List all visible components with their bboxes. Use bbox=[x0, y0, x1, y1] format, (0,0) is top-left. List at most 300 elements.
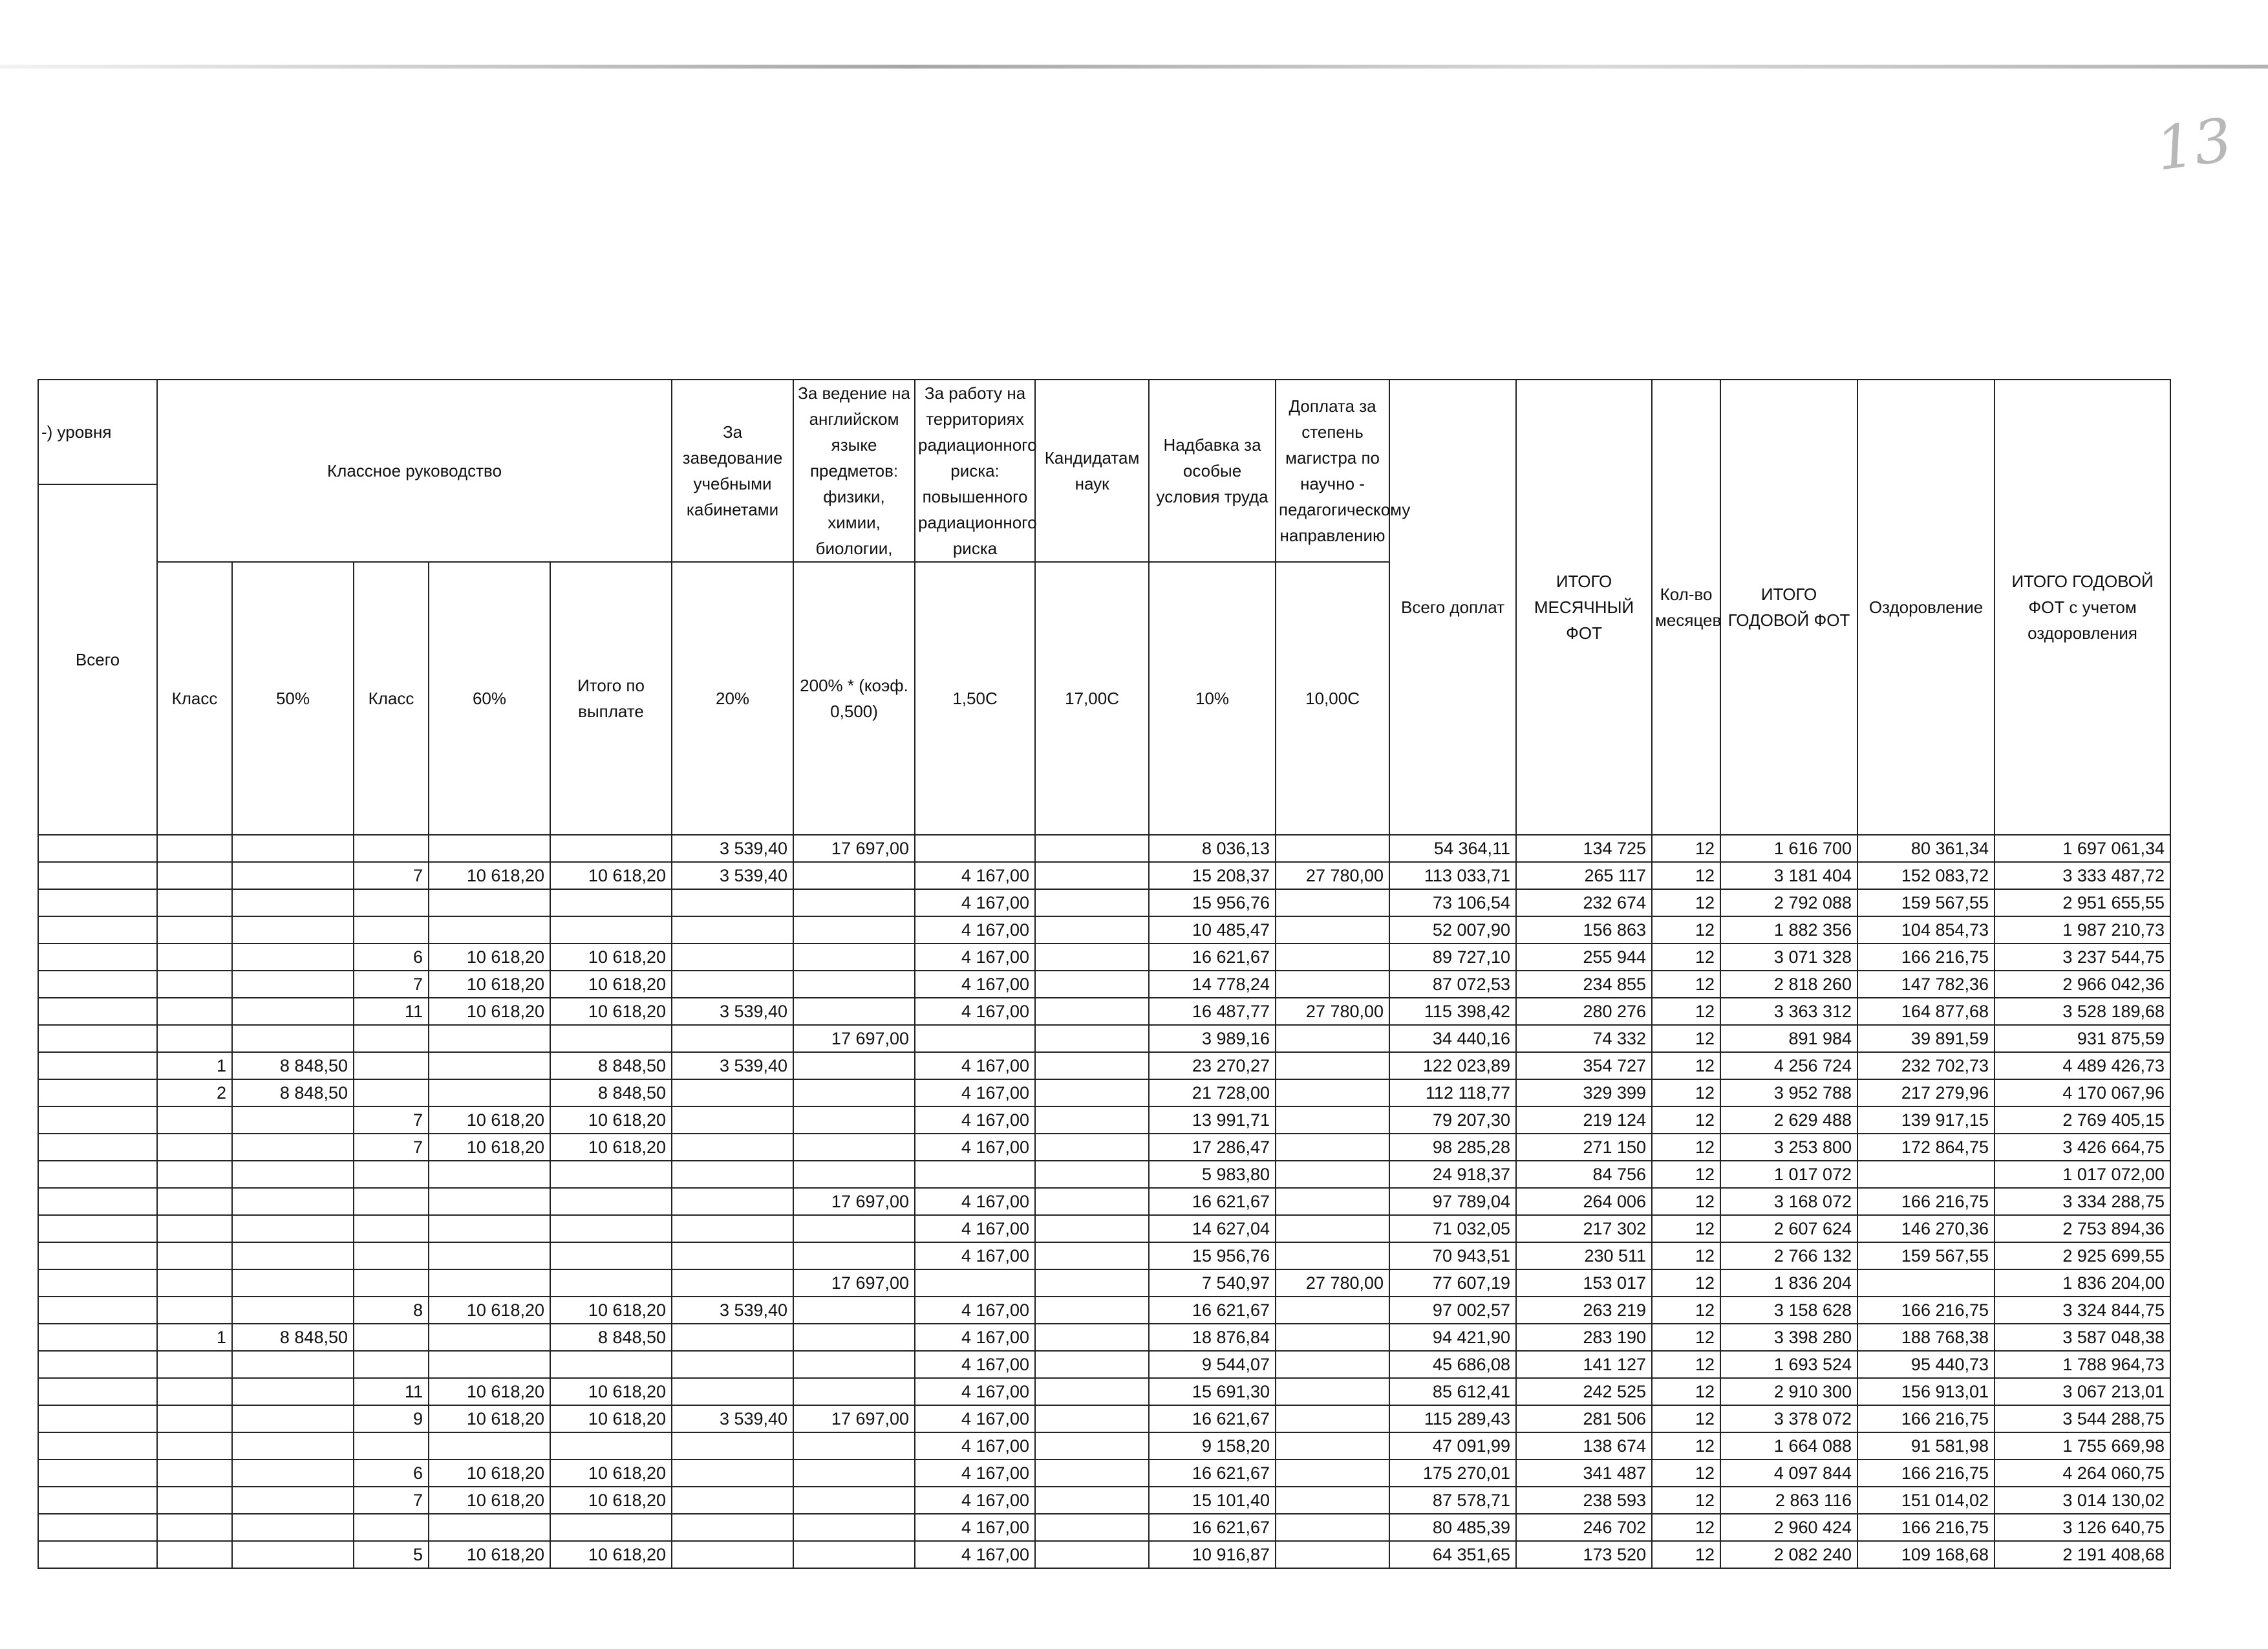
yearly-fot-cell: 3 158 628 bbox=[1720, 1297, 1857, 1324]
payout-total-cell: 10 618,20 bbox=[550, 1134, 672, 1161]
table-row bbox=[38, 862, 2170, 889]
english-cell bbox=[793, 971, 915, 998]
special-conditions-cell: 15 956,76 bbox=[1149, 1242, 1276, 1269]
table-row bbox=[38, 835, 2170, 862]
class-60-cell: 11 bbox=[354, 998, 429, 1025]
health-cell: 152 083,72 bbox=[1857, 862, 1995, 889]
english-cell: 17 697,00 bbox=[793, 1188, 915, 1215]
yearly-fot-health-cell: 1 836 204,00 bbox=[1995, 1269, 2170, 1297]
yearly-fot-cell: 1 836 204 bbox=[1720, 1269, 1857, 1297]
monthly-fot-cell: 238 593 bbox=[1516, 1487, 1652, 1514]
english-cell bbox=[793, 1161, 915, 1188]
payout-total-cell: 10 618,20 bbox=[550, 1297, 672, 1324]
table-row bbox=[38, 1432, 2170, 1460]
table-row bbox=[38, 1351, 2170, 1378]
class-60-cell bbox=[354, 1215, 429, 1242]
monthly-fot-cell: 138 674 bbox=[1516, 1432, 1652, 1460]
total-extra-header: Всего доплат bbox=[1389, 380, 1516, 835]
yearly-fot-cell: 3 181 404 bbox=[1720, 862, 1857, 889]
pct50-cell bbox=[232, 862, 354, 889]
yearly-fot-health-header: ИТОГО ГОДОВОЙ ФОТ с учетом оздоровления bbox=[1995, 380, 2170, 835]
total-cell bbox=[38, 971, 157, 998]
pct60-cell bbox=[429, 1025, 550, 1052]
pct50-cell bbox=[232, 1134, 354, 1161]
radiation-cell: 4 167,00 bbox=[915, 889, 1035, 916]
payout-total-cell bbox=[550, 1215, 672, 1242]
yearly-fot-cell: 3 253 800 bbox=[1720, 1134, 1857, 1161]
english-cell bbox=[793, 1106, 915, 1134]
candidates-cell bbox=[1035, 1405, 1149, 1432]
pct50-cell bbox=[232, 1106, 354, 1134]
radiation-cell: 4 167,00 bbox=[915, 916, 1035, 943]
monthly-fot-cell: 264 006 bbox=[1516, 1188, 1652, 1215]
months-cell: 12 bbox=[1652, 998, 1720, 1025]
yearly-fot-header: ИТОГО ГОДОВОЙ ФОТ bbox=[1720, 380, 1857, 835]
months-cell: 12 bbox=[1652, 1242, 1720, 1269]
radiation-cell: 4 167,00 bbox=[915, 1188, 1035, 1215]
master-degree-cell bbox=[1276, 1541, 1389, 1568]
english-cell bbox=[793, 1297, 915, 1324]
pct60-cell bbox=[429, 1188, 550, 1215]
special-conditions-cell: 16 621,67 bbox=[1149, 1188, 1276, 1215]
candidates-cell bbox=[1035, 916, 1149, 943]
cabinets-cell bbox=[672, 1324, 793, 1351]
pct60-cell bbox=[429, 1351, 550, 1378]
cabinets-cell bbox=[672, 1188, 793, 1215]
class-60-cell: 6 bbox=[354, 1460, 429, 1487]
master-degree-cell bbox=[1276, 835, 1389, 862]
special-conditions-cell: 15 691,30 bbox=[1149, 1378, 1276, 1405]
yearly-fot-cell: 2 607 624 bbox=[1720, 1215, 1857, 1242]
pct50-cell bbox=[232, 1487, 354, 1514]
master-degree-cell bbox=[1276, 1161, 1389, 1188]
class-50-cell bbox=[157, 1487, 232, 1514]
radiation-cell: 4 167,00 bbox=[915, 1106, 1035, 1134]
candidates-cell bbox=[1035, 835, 1149, 862]
yearly-fot-cell: 3 378 072 bbox=[1720, 1405, 1857, 1432]
class-60-cell bbox=[354, 916, 429, 943]
table-row bbox=[38, 1215, 2170, 1242]
candidates-cell bbox=[1035, 1541, 1149, 1568]
english-cell: 17 697,00 bbox=[793, 1269, 915, 1297]
radiation-cell bbox=[915, 1161, 1035, 1188]
yearly-fot-cell: 3 952 788 bbox=[1720, 1079, 1857, 1106]
candidates-cell bbox=[1035, 1052, 1149, 1079]
class-60-cell bbox=[354, 1514, 429, 1541]
yearly-fot-cell: 3 071 328 bbox=[1720, 943, 1857, 971]
special-conditions-cell: 16 621,67 bbox=[1149, 1297, 1276, 1324]
pct60-cell bbox=[429, 1079, 550, 1106]
total-extra-cell: 175 270,01 bbox=[1389, 1460, 1516, 1487]
special-conditions-cell: 16 621,67 bbox=[1149, 1514, 1276, 1541]
total-extra-cell: 112 118,77 bbox=[1389, 1079, 1516, 1106]
master-degree-cell bbox=[1276, 1514, 1389, 1541]
monthly-fot-cell: 217 302 bbox=[1516, 1215, 1652, 1242]
payout-total-cell bbox=[550, 1351, 672, 1378]
english-cell bbox=[793, 1351, 915, 1378]
total-cell bbox=[38, 1215, 157, 1242]
special-conditions-cell: 9 544,07 bbox=[1149, 1351, 1276, 1378]
special-conditions-cell: 15 208,37 bbox=[1149, 862, 1276, 889]
candidates-cell bbox=[1035, 1025, 1149, 1052]
radiation-cell: 4 167,00 bbox=[915, 1052, 1035, 1079]
total-cell bbox=[38, 1161, 157, 1188]
cabinets-header: За заведование учебными кабинетами bbox=[672, 380, 793, 562]
payout-total-cell: 10 618,20 bbox=[550, 862, 672, 889]
english-cell bbox=[793, 1324, 915, 1351]
coef1700-header: 17,00С bbox=[1035, 562, 1149, 835]
total-cell bbox=[38, 1324, 157, 1351]
monthly-fot-cell: 265 117 bbox=[1516, 862, 1652, 889]
total-extra-cell: 122 023,89 bbox=[1389, 1052, 1516, 1079]
total-extra-cell: 98 285,28 bbox=[1389, 1134, 1516, 1161]
class-50-cell bbox=[157, 1514, 232, 1541]
class-50-cell bbox=[157, 1432, 232, 1460]
total-extra-cell: 97 789,04 bbox=[1389, 1188, 1516, 1215]
english-cell bbox=[793, 998, 915, 1025]
yearly-fot-cell: 3 168 072 bbox=[1720, 1188, 1857, 1215]
pct50-cell bbox=[232, 1188, 354, 1215]
pct50-cell bbox=[232, 1297, 354, 1324]
candidates-cell bbox=[1035, 1378, 1149, 1405]
candidates-cell bbox=[1035, 1297, 1149, 1324]
health-cell: 159 567,55 bbox=[1857, 1242, 1995, 1269]
master-degree-cell bbox=[1276, 1460, 1389, 1487]
cabinets-cell bbox=[672, 1079, 793, 1106]
table-row bbox=[38, 943, 2170, 971]
total-header: Всего bbox=[38, 484, 157, 835]
yearly-fot-health-cell: 3 014 130,02 bbox=[1995, 1487, 2170, 1514]
payout-total-header: Итого по выплате bbox=[550, 562, 672, 835]
health-cell: 166 216,75 bbox=[1857, 1188, 1995, 1215]
total-extra-cell: 34 440,16 bbox=[1389, 1025, 1516, 1052]
payout-total-cell: 8 848,50 bbox=[550, 1079, 672, 1106]
candidates-cell bbox=[1035, 889, 1149, 916]
yearly-fot-health-cell: 3 544 288,75 bbox=[1995, 1405, 2170, 1432]
table-row bbox=[38, 1052, 2170, 1079]
table-row bbox=[38, 1541, 2170, 1568]
cabinets-cell: 3 539,40 bbox=[672, 1297, 793, 1324]
pct60-cell bbox=[429, 1242, 550, 1269]
special-conditions-cell: 5 983,80 bbox=[1149, 1161, 1276, 1188]
class-60-cell: 8 bbox=[354, 1297, 429, 1324]
payout-total-cell: 8 848,50 bbox=[550, 1324, 672, 1351]
months-cell: 12 bbox=[1652, 971, 1720, 998]
payout-total-cell bbox=[550, 1188, 672, 1215]
class-50-cell bbox=[157, 1297, 232, 1324]
table-row bbox=[38, 1324, 2170, 1351]
yearly-fot-health-cell: 2 951 655,55 bbox=[1995, 889, 2170, 916]
special-conditions-cell: 7 540,97 bbox=[1149, 1269, 1276, 1297]
pct50-cell bbox=[232, 1215, 354, 1242]
months-header: Кол-во месяцев bbox=[1652, 380, 1720, 835]
cabinets-cell: 3 539,40 bbox=[672, 1052, 793, 1079]
cabinets-cell bbox=[672, 1487, 793, 1514]
pct50-header: 50% bbox=[232, 562, 354, 835]
total-extra-cell: 52 007,90 bbox=[1389, 916, 1516, 943]
yearly-fot-health-cell: 1 987 210,73 bbox=[1995, 916, 2170, 943]
class-60-cell: 9 bbox=[354, 1405, 429, 1432]
class-50-cell bbox=[157, 889, 232, 916]
table-row bbox=[38, 916, 2170, 943]
table-row bbox=[38, 1269, 2170, 1297]
pct50-cell bbox=[232, 1460, 354, 1487]
total-extra-cell: 115 289,43 bbox=[1389, 1405, 1516, 1432]
pct50-cell: 8 848,50 bbox=[232, 1052, 354, 1079]
health-cell: 217 279,96 bbox=[1857, 1079, 1995, 1106]
yearly-fot-cell: 1 616 700 bbox=[1720, 835, 1857, 862]
radiation-cell: 4 167,00 bbox=[915, 1324, 1035, 1351]
class-50-cell bbox=[157, 862, 232, 889]
total-extra-cell: 85 612,41 bbox=[1389, 1378, 1516, 1405]
total-cell bbox=[38, 1378, 157, 1405]
payout-total-cell: 10 618,20 bbox=[550, 1487, 672, 1514]
health-cell: 139 917,15 bbox=[1857, 1106, 1995, 1134]
monthly-fot-cell: 234 855 bbox=[1516, 971, 1652, 998]
yearly-fot-health-cell: 2 925 699,55 bbox=[1995, 1242, 2170, 1269]
yearly-fot-cell: 2 792 088 bbox=[1720, 889, 1857, 916]
class-50-header: Класс bbox=[157, 562, 232, 835]
yearly-fot-cell: 3 363 312 bbox=[1720, 998, 1857, 1025]
class-50-cell bbox=[157, 1106, 232, 1134]
health-cell: 159 567,55 bbox=[1857, 889, 1995, 916]
radiation-cell: 4 167,00 bbox=[915, 1405, 1035, 1432]
total-cell bbox=[38, 1514, 157, 1541]
master-degree-cell: 27 780,00 bbox=[1276, 1269, 1389, 1297]
total-extra-cell: 113 033,71 bbox=[1389, 862, 1516, 889]
class-60-cell: 7 bbox=[354, 1106, 429, 1134]
total-extra-cell: 77 607,19 bbox=[1389, 1269, 1516, 1297]
master-degree-cell bbox=[1276, 1215, 1389, 1242]
months-cell: 12 bbox=[1652, 1134, 1720, 1161]
total-extra-cell: 71 032,05 bbox=[1389, 1215, 1516, 1242]
candidates-cell bbox=[1035, 998, 1149, 1025]
total-extra-cell: 45 686,08 bbox=[1389, 1351, 1516, 1378]
total-cell bbox=[38, 1460, 157, 1487]
pct50-cell bbox=[232, 1161, 354, 1188]
candidates-cell bbox=[1035, 1106, 1149, 1134]
class-50-cell bbox=[157, 1405, 232, 1432]
class-50-cell bbox=[157, 1161, 232, 1188]
special-conditions-cell: 21 728,00 bbox=[1149, 1079, 1276, 1106]
class-50-cell bbox=[157, 971, 232, 998]
yearly-fot-cell: 2 082 240 bbox=[1720, 1541, 1857, 1568]
master-degree-cell bbox=[1276, 1378, 1389, 1405]
table-row bbox=[38, 1514, 2170, 1541]
health-cell: 151 014,02 bbox=[1857, 1487, 1995, 1514]
radiation-cell: 4 167,00 bbox=[915, 1460, 1035, 1487]
class-60-cell bbox=[354, 1324, 429, 1351]
english-cell bbox=[793, 1514, 915, 1541]
total-extra-cell: 80 485,39 bbox=[1389, 1514, 1516, 1541]
class-60-cell bbox=[354, 1079, 429, 1106]
payout-total-cell bbox=[550, 1161, 672, 1188]
class-60-cell bbox=[354, 1161, 429, 1188]
class-60-cell bbox=[354, 1242, 429, 1269]
yearly-fot-cell: 2 960 424 bbox=[1720, 1514, 1857, 1541]
yearly-fot-health-cell: 1 788 964,73 bbox=[1995, 1351, 2170, 1378]
radiation-cell: 4 167,00 bbox=[915, 971, 1035, 998]
total-cell bbox=[38, 943, 157, 971]
payout-total-cell: 10 618,20 bbox=[550, 1378, 672, 1405]
candidates-cell bbox=[1035, 943, 1149, 971]
total-cell bbox=[38, 889, 157, 916]
cabinets-cell bbox=[672, 943, 793, 971]
master-degree-cell: 27 780,00 bbox=[1276, 862, 1389, 889]
yearly-fot-health-cell: 2 769 405,15 bbox=[1995, 1106, 2170, 1134]
cabinets-cell bbox=[672, 916, 793, 943]
class-50-cell bbox=[157, 1242, 232, 1269]
months-cell: 12 bbox=[1652, 1297, 1720, 1324]
total-cell bbox=[38, 1269, 157, 1297]
cabinets-cell bbox=[672, 889, 793, 916]
yearly-fot-health-cell: 3 528 189,68 bbox=[1995, 998, 2170, 1025]
candidates-cell bbox=[1035, 1432, 1149, 1460]
class-50-cell: 1 bbox=[157, 1324, 232, 1351]
total-cell bbox=[38, 1106, 157, 1134]
yearly-fot-health-cell: 3 067 213,01 bbox=[1995, 1378, 2170, 1405]
total-extra-cell: 89 727,10 bbox=[1389, 943, 1516, 971]
class-50-cell bbox=[157, 1460, 232, 1487]
monthly-fot-cell: 153 017 bbox=[1516, 1269, 1652, 1297]
total-extra-cell: 115 398,42 bbox=[1389, 998, 1516, 1025]
months-cell: 12 bbox=[1652, 1460, 1720, 1487]
pct60-cell bbox=[429, 1052, 550, 1079]
total-cell bbox=[38, 1025, 157, 1052]
special-conditions-cell: 16 621,67 bbox=[1149, 943, 1276, 971]
table-row bbox=[38, 1487, 2170, 1514]
radiation-cell: 4 167,00 bbox=[915, 862, 1035, 889]
yearly-fot-cell: 1 693 524 bbox=[1720, 1351, 1857, 1378]
total-extra-cell: 47 091,99 bbox=[1389, 1432, 1516, 1460]
candidates-cell bbox=[1035, 1079, 1149, 1106]
months-cell: 12 bbox=[1652, 1215, 1720, 1242]
monthly-fot-cell: 329 399 bbox=[1516, 1079, 1652, 1106]
english-cell bbox=[793, 1079, 915, 1106]
health-cell: 147 782,36 bbox=[1857, 971, 1995, 998]
months-cell: 12 bbox=[1652, 835, 1720, 862]
special-conditions-cell: 18 876,84 bbox=[1149, 1324, 1276, 1351]
health-cell: 164 877,68 bbox=[1857, 998, 1995, 1025]
candidates-cell bbox=[1035, 1351, 1149, 1378]
table-row bbox=[38, 998, 2170, 1025]
radiation-cell: 4 167,00 bbox=[915, 1487, 1035, 1514]
pct50-cell bbox=[232, 1269, 354, 1297]
table-row bbox=[38, 1460, 2170, 1487]
pct60-cell bbox=[429, 1324, 550, 1351]
total-extra-cell: 87 578,71 bbox=[1389, 1487, 1516, 1514]
radiation-cell: 4 167,00 bbox=[915, 1351, 1035, 1378]
page-number-mark: 13 bbox=[2152, 105, 2236, 184]
candidates-cell bbox=[1035, 1487, 1149, 1514]
master-degree-cell bbox=[1276, 916, 1389, 943]
health-cell: 146 270,36 bbox=[1857, 1215, 1995, 1242]
monthly-fot-cell: 134 725 bbox=[1516, 835, 1652, 862]
class-60-cell: 7 bbox=[354, 1487, 429, 1514]
master-degree-cell bbox=[1276, 1052, 1389, 1079]
pct50-cell: 8 848,50 bbox=[232, 1324, 354, 1351]
class-50-cell bbox=[157, 1188, 232, 1215]
cabinets-cell bbox=[672, 1215, 793, 1242]
special-conditions-cell: 10 916,87 bbox=[1149, 1541, 1276, 1568]
table-body bbox=[38, 835, 2170, 1568]
months-cell: 12 bbox=[1652, 1351, 1720, 1378]
yearly-fot-cell: 2 910 300 bbox=[1720, 1378, 1857, 1405]
special-conditions-cell: 16 621,67 bbox=[1149, 1405, 1276, 1432]
radiation-cell: 4 167,00 bbox=[915, 1215, 1035, 1242]
total-extra-cell: 54 364,11 bbox=[1389, 835, 1516, 862]
cabinets-cell: 3 539,40 bbox=[672, 1405, 793, 1432]
table-row bbox=[38, 1188, 2170, 1215]
yearly-fot-cell: 2 629 488 bbox=[1720, 1106, 1857, 1134]
cabinets-cell bbox=[672, 971, 793, 998]
pct50-cell bbox=[232, 1432, 354, 1460]
candidates-cell bbox=[1035, 971, 1149, 998]
class-60-cell bbox=[354, 1052, 429, 1079]
months-cell: 12 bbox=[1652, 1161, 1720, 1188]
table-row bbox=[38, 889, 2170, 916]
candidates-cell bbox=[1035, 1514, 1149, 1541]
cabinets-cell bbox=[672, 1161, 793, 1188]
candidates-cell bbox=[1035, 1188, 1149, 1215]
cabinets-cell: 3 539,40 bbox=[672, 862, 793, 889]
pct60-cell: 10 618,20 bbox=[429, 971, 550, 998]
months-cell: 12 bbox=[1652, 1378, 1720, 1405]
cabinets-cell bbox=[672, 1541, 793, 1568]
health-cell: 172 864,75 bbox=[1857, 1134, 1995, 1161]
total-cell bbox=[38, 1297, 157, 1324]
cabinets-cell bbox=[672, 1514, 793, 1541]
health-cell bbox=[1857, 1161, 1995, 1188]
class-50-cell bbox=[157, 943, 232, 971]
total-extra-cell: 94 421,90 bbox=[1389, 1324, 1516, 1351]
cabinets-cell bbox=[672, 1269, 793, 1297]
total-cell bbox=[38, 862, 157, 889]
yearly-fot-health-cell: 2 753 894,36 bbox=[1995, 1215, 2170, 1242]
yearly-fot-health-cell: 3 587 048,38 bbox=[1995, 1324, 2170, 1351]
months-cell: 12 bbox=[1652, 862, 1720, 889]
months-cell: 12 bbox=[1652, 1052, 1720, 1079]
english-cell: 17 697,00 bbox=[793, 1025, 915, 1052]
health-cell: 188 768,38 bbox=[1857, 1324, 1995, 1351]
months-cell: 12 bbox=[1652, 1025, 1720, 1052]
pct60-cell bbox=[429, 1215, 550, 1242]
total-extra-cell: 73 106,54 bbox=[1389, 889, 1516, 916]
pct50-cell bbox=[232, 1351, 354, 1378]
master-degree-cell: 27 780,00 bbox=[1276, 998, 1389, 1025]
pct50-cell bbox=[232, 943, 354, 971]
english-cell bbox=[793, 916, 915, 943]
english-cell bbox=[793, 1541, 915, 1568]
yearly-fot-cell: 2 818 260 bbox=[1720, 971, 1857, 998]
total-extra-cell: 87 072,53 bbox=[1389, 971, 1516, 998]
health-cell: 166 216,75 bbox=[1857, 943, 1995, 971]
english-cell bbox=[793, 1242, 915, 1269]
pct60-cell: 10 618,20 bbox=[429, 1460, 550, 1487]
yearly-fot-health-cell: 2 966 042,36 bbox=[1995, 971, 2170, 998]
special-conditions-cell: 17 286,47 bbox=[1149, 1134, 1276, 1161]
master-degree-cell bbox=[1276, 1324, 1389, 1351]
months-cell: 12 bbox=[1652, 1487, 1720, 1514]
coef150-header: 1,50С bbox=[915, 562, 1035, 835]
total-cell bbox=[38, 1134, 157, 1161]
english-cell bbox=[793, 889, 915, 916]
radiation-cell: 4 167,00 bbox=[915, 1134, 1035, 1161]
yearly-fot-cell: 1 017 072 bbox=[1720, 1161, 1857, 1188]
monthly-fot-cell: 281 506 bbox=[1516, 1405, 1652, 1432]
radiation-cell: 4 167,00 bbox=[915, 1079, 1035, 1106]
master-degree-cell bbox=[1276, 971, 1389, 998]
